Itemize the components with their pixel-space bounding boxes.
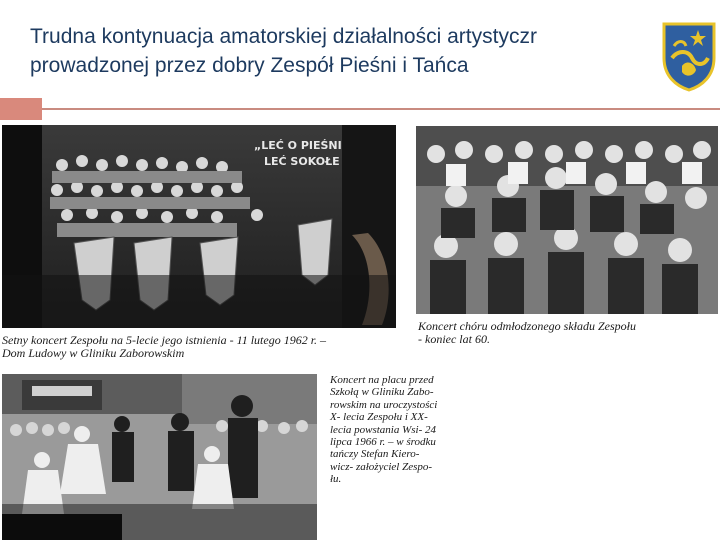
coat-of-arms-icon xyxy=(660,20,718,92)
caption-stage-concert-line-1: Setny koncert Zespołu na 5-lecie jego istnienia - 11 lutego 1962 r. – xyxy=(2,333,327,347)
caption-square-dance-line-8: wicz- założyciel Zespo- xyxy=(330,460,433,473)
stage-banner-line-2: LEĆ SOKOŁE xyxy=(264,155,340,168)
title-rule-accent xyxy=(0,98,42,120)
caption-square-dance-line-7: tańczy Stefan Kiero- xyxy=(330,448,420,461)
photo-stage-concert xyxy=(2,125,396,328)
caption-square-dance-line-4: X- lecia Zespołu i XX- xyxy=(330,411,428,424)
slide-title xyxy=(30,22,655,80)
caption-square-dance-line-5: lecia powstania Wsi- 24 xyxy=(330,423,437,436)
title-rule xyxy=(42,108,720,110)
stage-banner-line-1: „LEĆ O PIEŚNI xyxy=(254,139,342,152)
caption-square-dance-line-6: lipca 1966 r. – w środku xyxy=(330,436,436,449)
caption-choir xyxy=(418,320,718,346)
caption-square-dance-line-9: łu. xyxy=(330,473,342,486)
caption-choir-line-2: - koniec lat 60. xyxy=(418,332,490,346)
photo-choir xyxy=(416,126,718,314)
slide-title-line-2: prowadzonej przez dobry Zespół Pieśni i Tańca xyxy=(30,54,469,77)
caption-square-dance-line-3: rowskim na uroczystości xyxy=(330,398,438,411)
slide-title-line-1: Trudna kontynuacja amatorskiej działalności artystyczr xyxy=(30,25,537,48)
caption-square-dance-line-1: Koncert na placu przed xyxy=(330,374,434,386)
caption-stage-concert xyxy=(2,334,402,360)
caption-choir-line-1: Koncert chóru odmłodzonego składu Zespołu xyxy=(418,319,636,333)
caption-square-dance xyxy=(330,374,455,486)
photo-square-dance xyxy=(2,374,317,540)
caption-stage-concert-line-2: Dom Ludowy w Gliniku Zaborowskim xyxy=(2,346,185,360)
caption-square-dance-line-2: Szkołą w Gliniku Zabo- xyxy=(330,386,434,399)
